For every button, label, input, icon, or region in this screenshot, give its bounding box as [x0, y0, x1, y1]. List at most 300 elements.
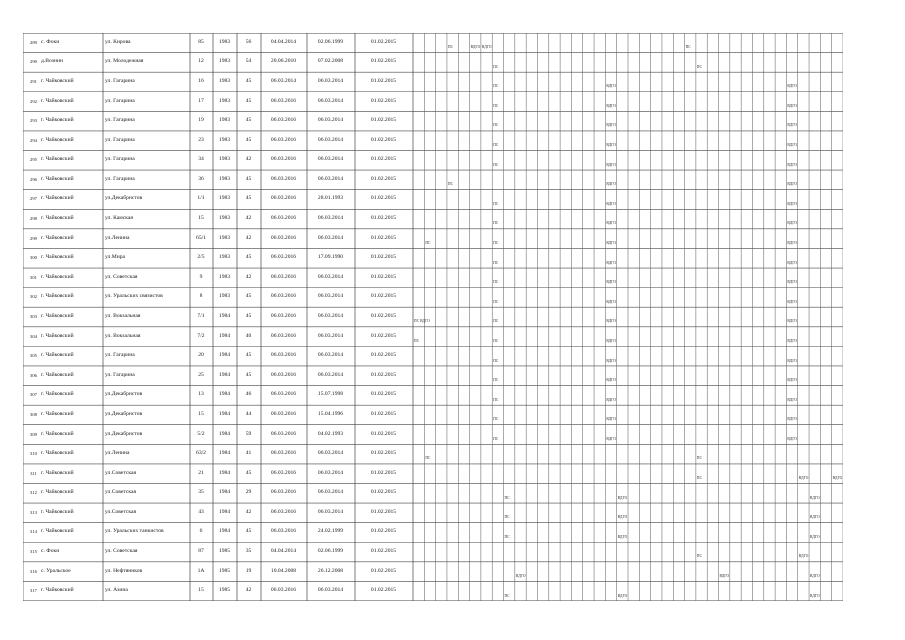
row-303-d1: 06.03.2016: [270, 313, 297, 319]
row-297-street: ул.Декабристов: [105, 195, 143, 202]
row-293-house: 19: [198, 117, 204, 124]
row-306-d1: 06.03.2016: [270, 371, 297, 378]
row-317-d3: 01.02.2015: [370, 587, 397, 594]
row-311-city: г. Чайковский: [41, 469, 74, 476]
schedule-mark: ПС: [425, 456, 431, 461]
schedule-mark: ПС: [685, 45, 691, 50]
row-289-d1: 04.04.2014: [270, 38, 297, 45]
row-289-flats: 56: [245, 38, 252, 45]
row-310-flats: 41: [245, 450, 252, 457]
row-302-city: г. Чайковский: [41, 293, 74, 300]
row-313-d2: 06.03.2014: [317, 508, 344, 515]
row-309-house: 5/2: [197, 430, 205, 437]
row-302-no: 302: [30, 294, 37, 300]
row-311-house: 21: [198, 469, 204, 476]
row-296-flats: 45: [245, 175, 252, 182]
row-304-no: 304: [30, 333, 37, 339]
row-292-flats: 45: [245, 97, 252, 104]
row-306-no: 306: [30, 372, 37, 378]
row-312-street: ул.Советская: [105, 489, 137, 496]
row-291-no: 291: [30, 78, 37, 84]
schedule-mark: ВДГО: [787, 319, 798, 324]
row-293-d1: 06.03.2016: [270, 117, 297, 124]
row-311-d2: 06.03.2014: [317, 469, 344, 476]
row-293-d3: 01.02.2015: [370, 117, 397, 124]
row-302-house: 8: [199, 293, 203, 300]
row-317-d1: 06.03.2016: [270, 587, 297, 594]
row-291-city: г. Чайковский: [41, 77, 74, 84]
row-311-d1: 06.03.2016: [270, 469, 297, 476]
row-297-city: г. Чайковский: [41, 195, 74, 202]
schedule-mark: ПС: [696, 476, 703, 481]
row-293-year: 1983: [218, 117, 231, 124]
row-300-street: ул.Мира: [105, 254, 125, 261]
row-290-house: 12: [198, 58, 204, 65]
row-289-street: ул. Кирова: [105, 38, 131, 45]
row-311-no: 311: [30, 470, 37, 476]
row-306-city: г. Чайковский: [41, 371, 74, 378]
row-310-d1: 06.03.2016: [270, 450, 297, 457]
row-314-d3: 01.02.2015: [370, 528, 397, 535]
row-313-street: ул.Советская: [105, 508, 137, 515]
row-298-street: ул. Камская: [105, 215, 133, 222]
schedule-mark: ВДГО: [515, 573, 526, 578]
row-314-no: 314: [30, 529, 37, 535]
row-293-d2: 06.03.2014: [317, 117, 344, 124]
schedule-mark: ПС: [493, 280, 499, 285]
row-303-d2: 06.03.2014: [317, 313, 344, 319]
row-303-street: ул. Вокзальная: [105, 313, 141, 319]
row-317-flats: 42: [245, 587, 252, 594]
schedule-mark: ВДГО: [787, 280, 798, 285]
schedule-mark: ВДГО: [606, 241, 617, 245]
row-294-d3: 01.02.2015: [370, 136, 397, 143]
row-291-d2: 06.03.2014: [317, 77, 344, 84]
schedule-mark: ВДГО: [787, 436, 798, 441]
row-290-flats: 54: [245, 58, 252, 65]
row-305-d2: 06.03.2014: [317, 352, 344, 359]
row-291-flats: 45: [245, 77, 252, 84]
row-294-flats: 45: [245, 136, 252, 143]
schedule-mark: ВДГО: [810, 534, 820, 539]
row-306-d2: 06.03.2014: [317, 371, 344, 378]
row-303-d3: 01.02.2015: [370, 313, 397, 319]
schedule-mark: ВДГО: [606, 280, 617, 285]
row-308-no: 308: [30, 411, 37, 417]
row-300-flats: 45: [245, 254, 252, 261]
row-301-no: 301: [30, 274, 37, 280]
row-289-no: 289: [30, 39, 37, 45]
schedule-mark: ПС: [504, 593, 510, 598]
row-309-d3: 01.02.2015: [370, 430, 397, 437]
schedule-mark: ВДГО: [787, 378, 798, 383]
row-296-no: 296: [30, 176, 37, 182]
schedule-mark: ПС: [696, 64, 703, 69]
schedule-mark: ПС: [493, 417, 499, 422]
schedule-mark: ВДГО: [810, 573, 820, 578]
row-317-d2: 06.03.2014: [317, 587, 344, 594]
row-307-no: 307: [30, 392, 37, 398]
row-314-d1: 06.03.2016: [270, 528, 297, 535]
row-316-street: ул. Нефтяников: [105, 567, 143, 574]
row-301-street: ул. Советская: [105, 273, 138, 280]
schedule-mark: ВДГО: [787, 221, 798, 226]
row-294-street: ул. Гагарина: [105, 136, 135, 143]
schedule-mark: ВДГО: [617, 534, 628, 539]
schedule-mark: ВДГО: [606, 201, 617, 206]
row-313-flats: 42: [245, 508, 252, 515]
row-317-city: г. Чайковский: [41, 587, 74, 594]
row-294-city: г. Чайковский: [41, 136, 74, 143]
row-296-d2: 06.03.2014: [317, 175, 344, 182]
row-308-flats: 44: [245, 410, 252, 417]
row-300-year: 1983: [218, 254, 231, 261]
row-310-city: г. Чайковский: [41, 450, 74, 457]
row-314-year: 1984: [218, 528, 231, 535]
schedule-mark: ВДГО: [787, 84, 798, 89]
schedule-mark: ПС: [696, 554, 703, 559]
row-297-no: 297: [30, 196, 37, 202]
schedule-mark: ВДГО: [606, 123, 617, 128]
schedule-mark: ПС: [493, 64, 499, 69]
schedule-mark: ВДГО: [606, 338, 617, 343]
row-295-street: ул. Гагарина: [105, 156, 135, 163]
row-293-street: ул. Гагарина: [105, 117, 135, 124]
schedule-mark: ВДГО: [832, 476, 843, 481]
row-303-city: г. Чайковский: [41, 313, 74, 319]
row-298-no: 298: [30, 216, 37, 222]
schedule-mark: ПС: [493, 358, 499, 363]
row-313-city: г. Чайковский: [41, 508, 74, 515]
row-294-house: 23: [198, 136, 204, 143]
row-309-no: 309: [30, 431, 37, 437]
row-312-city: г. Чайковский: [41, 489, 74, 496]
row-292-house: 17: [198, 97, 204, 104]
row-295-d1: 06.03.2016: [270, 156, 297, 163]
row-307-flats: 46: [245, 391, 252, 398]
row-310-year: 1984: [218, 450, 231, 457]
schedule-mark: ПС: [447, 182, 454, 187]
row-305-city: г. Чайковский: [41, 352, 74, 359]
row-305-year: 1984: [218, 352, 231, 359]
row-314-flats: 45: [245, 528, 252, 535]
row-296-d1: 06.03.2016: [270, 175, 297, 182]
schedule-mark: ВДГО: [787, 417, 798, 422]
schedule-mark: ПС: [493, 103, 499, 108]
row-295-city: г. Чайковский: [41, 156, 74, 163]
row-312-year: 1984: [218, 489, 231, 496]
row-300-no: 300: [30, 255, 37, 261]
row-292-d3: 01.02.2015: [370, 97, 397, 104]
schedule-mark: ВДГО: [617, 515, 628, 520]
row-296-year: 1983: [218, 175, 231, 182]
row-301-house: 9: [199, 273, 203, 280]
schedule-mark: ВДГО: [719, 573, 730, 578]
row-290-street: ул. Молодежная: [105, 58, 144, 65]
row-312-d1: 06.03.2016: [270, 489, 297, 496]
row-308-d3: 01.02.2015: [370, 410, 397, 417]
row-317-no: 317: [30, 588, 37, 594]
row-308-d2: 15.04.1996: [317, 410, 344, 417]
row-305-no: 305: [30, 353, 37, 359]
row-304-street: ул. Вокзальная: [105, 332, 141, 339]
row-300-city: г. Чайковский: [41, 254, 74, 261]
row-316-year: 1985: [218, 567, 231, 574]
row-315-house: 87: [198, 548, 204, 555]
row-292-d1: 06.03.2016: [270, 97, 297, 104]
row-307-street: ул.Декабристов: [105, 391, 143, 398]
row-305-flats: 45: [245, 352, 252, 359]
row-292-no: 292: [30, 98, 37, 104]
row-310-d3: 01.02.2015: [370, 450, 397, 457]
row-290-city: д.Вознин: [41, 58, 63, 65]
schedule-mark: ПС: [493, 241, 499, 245]
row-294-year: 1983: [218, 136, 231, 143]
row-314-city: г. Чайковский: [41, 528, 74, 535]
row-301-flats: 42: [245, 273, 252, 280]
schedule-mark: ПС: [493, 299, 499, 304]
row-298-d1: 06.03.2016: [270, 215, 297, 222]
row-306-street: ул. Гагарина: [105, 371, 135, 378]
row-308-house: 15: [198, 410, 204, 417]
schedule-mark: ВДГО: [810, 593, 820, 598]
row-304-d3: 01.02.2015: [370, 332, 397, 339]
schedule-mark: ВДГО: [606, 221, 617, 226]
row-309-year: 1984: [218, 430, 231, 437]
register-sheet: [23, 33, 843, 601]
row-289-year: 1983: [218, 38, 231, 45]
row-307-d3: 01.02.2015: [370, 391, 397, 398]
row-303-no: 303: [30, 314, 37, 319]
row-292-city: г. Чайковский: [41, 97, 74, 104]
schedule-mark: ПС: [493, 319, 499, 324]
row-307-d1: 06.03.2016: [270, 391, 297, 398]
schedule-mark: ВДГО: [606, 299, 617, 304]
row-315-year: 1985: [218, 548, 231, 555]
row-293-city: г. Чайковский: [41, 117, 74, 124]
row-301-d3: 01.02.2015: [370, 273, 397, 280]
row-295-flats: 42: [245, 156, 252, 163]
row-302-flats: 45: [245, 293, 252, 300]
row-303-flats: 45: [245, 313, 252, 319]
row-300-d3: 01.02.2015: [370, 254, 397, 261]
row-311-d3: 01.02.2015: [370, 469, 397, 476]
row-316-d3: 01.02.2015: [370, 567, 397, 574]
row-299-city: г. Чайковский: [41, 234, 74, 241]
row-311-flats: 45: [245, 469, 252, 476]
row-317-street: ул. Азина: [105, 587, 128, 594]
row-298-d3: 01.02.2015: [370, 215, 397, 222]
row-304-city: г. Чайковский: [41, 332, 74, 339]
row-301-city: г. Чайковский: [41, 273, 74, 280]
row-302-d3: 01.02.2015: [370, 293, 397, 300]
row-303-house: 7/1: [197, 313, 205, 319]
row-290-d3: 01.02.2015: [370, 58, 397, 65]
row-307-city: г. Чайковский: [41, 391, 74, 398]
row-304-year: 1984: [218, 332, 231, 339]
schedule-mark: ПС: [493, 201, 499, 206]
row-290-d2: 07.02.2008: [317, 58, 344, 65]
row-307-house: 13: [198, 391, 204, 398]
row-315-d2: 02.06.1999: [317, 548, 344, 555]
row-317-house: 15: [198, 587, 204, 594]
schedule-mark: ВДГО: [617, 593, 628, 598]
row-315-no: 315: [30, 549, 37, 555]
row-312-house: 35: [198, 489, 204, 496]
schedule-mark: ВДГО: [787, 162, 798, 167]
schedule-mark: ВДГО: [606, 162, 617, 167]
schedule-mark: ПС: [493, 143, 499, 148]
schedule-mark: ПС: [414, 338, 420, 343]
row-299-year: 1983: [218, 234, 231, 241]
row-296-d3: 01.02.2015: [370, 175, 397, 182]
schedule-mark: ПС: [493, 221, 499, 226]
schedule-mark: ВДГО: [606, 397, 617, 402]
row-311-year: 1984: [218, 469, 231, 476]
row-292-d2: 06.03.2014: [317, 97, 344, 104]
row-309-d2: 04.02.1993: [317, 430, 344, 437]
schedule-mark: ВДГО: [606, 260, 617, 265]
row-294-no: 294: [30, 137, 37, 143]
schedule-mark: ВДГО: [606, 182, 617, 187]
row-291-house: 16: [198, 77, 204, 84]
row-301-d1: 06.03.2016: [270, 273, 297, 280]
schedule-mark: ВДГО: [617, 495, 628, 500]
row-296-street: ул. Гагарина: [105, 175, 135, 182]
row-312-no: 312: [30, 490, 37, 496]
schedule-mark: ПС: [696, 456, 703, 461]
schedule-mark: ПС: [493, 338, 499, 343]
schedule-mark: ВДГО: [787, 103, 798, 108]
schedule-mark: ВДГО: [481, 45, 492, 50]
row-289-city: с. Фоки: [41, 38, 60, 45]
row-306-house: 25: [198, 371, 204, 378]
row-316-city: с. Уральское: [41, 567, 71, 574]
schedule-mark: ВДГО: [787, 260, 798, 265]
row-313-house: 43: [198, 508, 204, 515]
row-313-no: 313: [30, 509, 37, 515]
schedule-mark: ВДГО: [810, 515, 820, 520]
row-298-year: 1983: [218, 215, 231, 222]
row-297-flats: 45: [245, 195, 252, 202]
row-309-flats: 59: [245, 430, 252, 437]
schedule-mark: ПС: [493, 123, 499, 128]
schedule-mark: ПС: [447, 45, 454, 50]
schedule-mark: ВДГО: [606, 378, 617, 383]
row-298-city: г. Чайковский: [41, 215, 74, 222]
schedule-mark: ВДГО: [470, 45, 481, 50]
row-298-flats: 42: [245, 215, 252, 222]
schedule-mark: ВДГО: [810, 495, 820, 500]
schedule-mark: ВДГО: [798, 476, 809, 481]
schedule-mark: ВДГО: [606, 84, 617, 89]
row-313-year: 1984: [218, 508, 231, 515]
row-297-year: 1983: [218, 195, 231, 202]
row-306-d3: 01.02.2015: [370, 371, 397, 378]
row-307-year: 1984: [218, 391, 231, 398]
row-295-d3: 01.02.2015: [370, 156, 397, 163]
row-292-year: 1983: [218, 97, 231, 104]
schedule-mark: ПС: [493, 260, 499, 265]
row-313-d3: 01.02.2015: [370, 508, 397, 515]
row-302-year: 1983: [218, 293, 231, 300]
row-302-d1: 06.03.2016: [270, 293, 297, 300]
row-312-d3: 01.02.2015: [370, 489, 397, 496]
row-305-street: ул. Гагарина: [105, 352, 135, 359]
row-304-d2: 06.03.2014: [317, 332, 344, 339]
schedule-mark: ВДГО: [787, 143, 798, 148]
row-305-house: 20: [198, 352, 204, 359]
row-308-year: 1984: [218, 410, 231, 417]
row-300-d2: 17.09.1990: [317, 254, 344, 261]
row-299-d3: 01.02.2015: [370, 234, 397, 241]
row-293-flats: 45: [245, 117, 252, 124]
row-297-d3: 01.02.2015: [370, 195, 397, 202]
schedule-mark: ПС: [493, 397, 499, 402]
row-315-street: ул. Советская: [105, 548, 138, 555]
row-300-house: 2/5: [197, 254, 205, 261]
row-304-d1: 06.03.2016: [270, 332, 297, 339]
schedule-mark: ПС: [493, 378, 499, 383]
row-290-d1: 20.06.2010: [270, 58, 297, 65]
row-292-street: ул. Гагарина: [105, 97, 135, 104]
row-301-d2: 06.03.2014: [317, 273, 344, 280]
row-315-d3: 01.02.2015: [370, 548, 397, 555]
row-303-year: 1984: [218, 313, 231, 319]
row-316-d1: 10.04.2008: [270, 567, 297, 574]
schedule-mark: ВДГО: [606, 358, 617, 363]
schedule-mark: ПС ВДГО: [414, 319, 430, 324]
row-301-year: 1983: [218, 273, 231, 280]
row-312-d2: 06.03.2014: [317, 489, 344, 496]
row-298-d2: 06.03.2014: [317, 215, 344, 222]
row-300-d1: 06.03.2016: [270, 254, 297, 261]
row-309-d1: 06.03.2016: [270, 430, 297, 437]
row-316-no: 316: [30, 568, 37, 574]
row-299-d2: 06.03.2014: [317, 234, 344, 241]
row-309-city: г. Чайковский: [41, 430, 74, 437]
row-297-d1: 06.03.2016: [270, 195, 297, 202]
schedule-mark: ПС: [504, 515, 510, 520]
schedule-mark: ПС: [504, 534, 510, 539]
row-317-year: 1985: [218, 587, 231, 594]
row-294-d1: 06.03.2016: [270, 136, 297, 143]
schedule-mark: ВДГО: [606, 319, 617, 324]
row-302-d2: 06.03.2014: [317, 293, 344, 300]
schedule-mark: ВДГО: [787, 123, 798, 128]
row-316-house: 1А: [197, 567, 205, 574]
row-298-house: 15: [198, 215, 204, 222]
row-299-house: 65/1: [196, 234, 206, 241]
row-305-d1: 06.03.2016: [270, 352, 297, 359]
schedule-mark: ПС: [425, 241, 431, 245]
row-296-house: 36: [198, 175, 204, 182]
row-295-year: 1983: [218, 156, 231, 163]
row-293-no: 293: [30, 118, 37, 124]
row-290-no: 290: [30, 59, 37, 65]
schedule-mark: ВДГО: [787, 241, 798, 245]
row-314-d2: 24.02.1999: [317, 528, 344, 535]
row-316-flats: 19: [245, 567, 252, 574]
row-299-flats: 42: [245, 234, 252, 241]
schedule-mark: ВДГО: [606, 417, 617, 422]
row-291-year: 1983: [218, 77, 231, 84]
row-313-d1: 06.03.2016: [270, 508, 297, 515]
row-297-house: 1/1: [197, 195, 205, 202]
row-304-house: 7/2: [197, 332, 205, 339]
schedule-mark: ВДГО: [787, 299, 798, 304]
schedule-mark: ПС: [493, 436, 499, 441]
